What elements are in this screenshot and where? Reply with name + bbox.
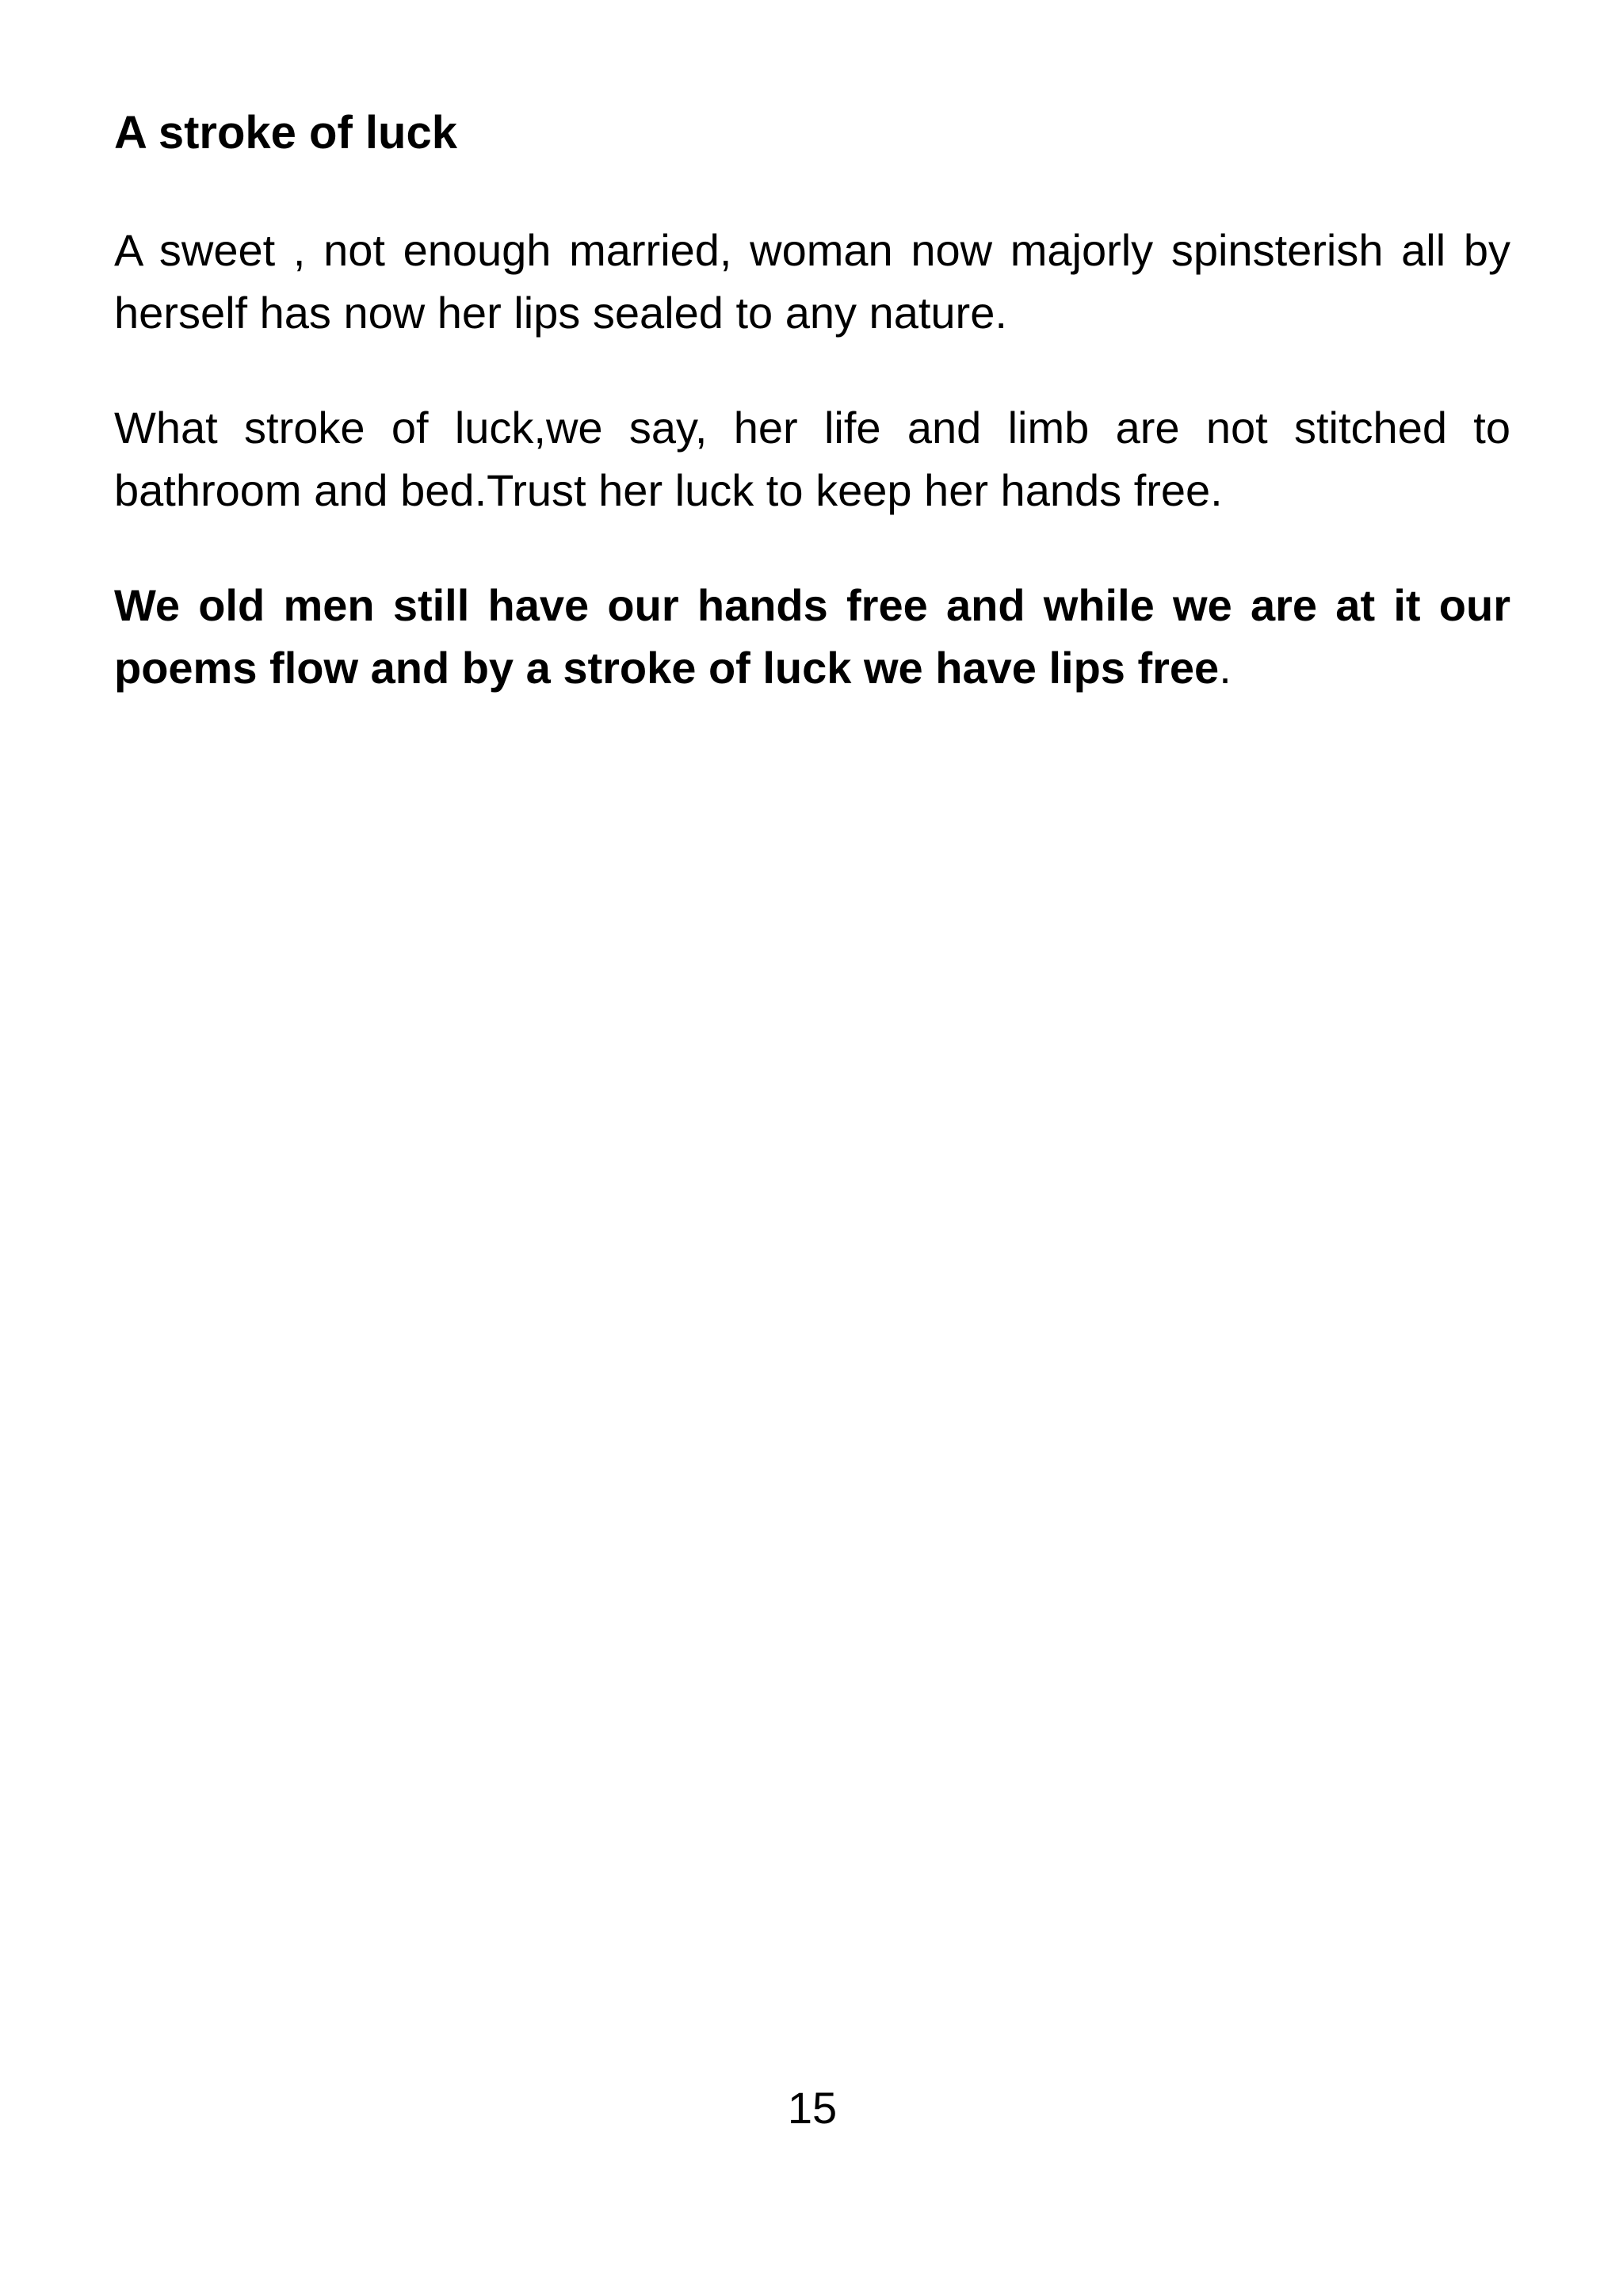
page-number: 15 <box>787 2083 838 2133</box>
paragraph-3-trailing-text: . <box>1219 643 1232 693</box>
paragraph-1: A sweet , not enough married, woman now majorly spinsterish all by herself has now her lips sealed to any nature. <box>114 225 1510 338</box>
document-page <box>114 0 1510 2296</box>
page-title: A stroke of luck <box>114 107 457 159</box>
paragraph-3-bold-text: We old men still have our hands free and while we are at it our poems flow and by a stroke of luck we have lips free <box>114 580 1510 693</box>
paragraph-3 <box>114 574 1510 699</box>
paragraph-2: What stroke of luck,we say, her life and limb are not stitched to bathroom and bed.Trust her luck to keep her hands free. <box>114 403 1510 515</box>
